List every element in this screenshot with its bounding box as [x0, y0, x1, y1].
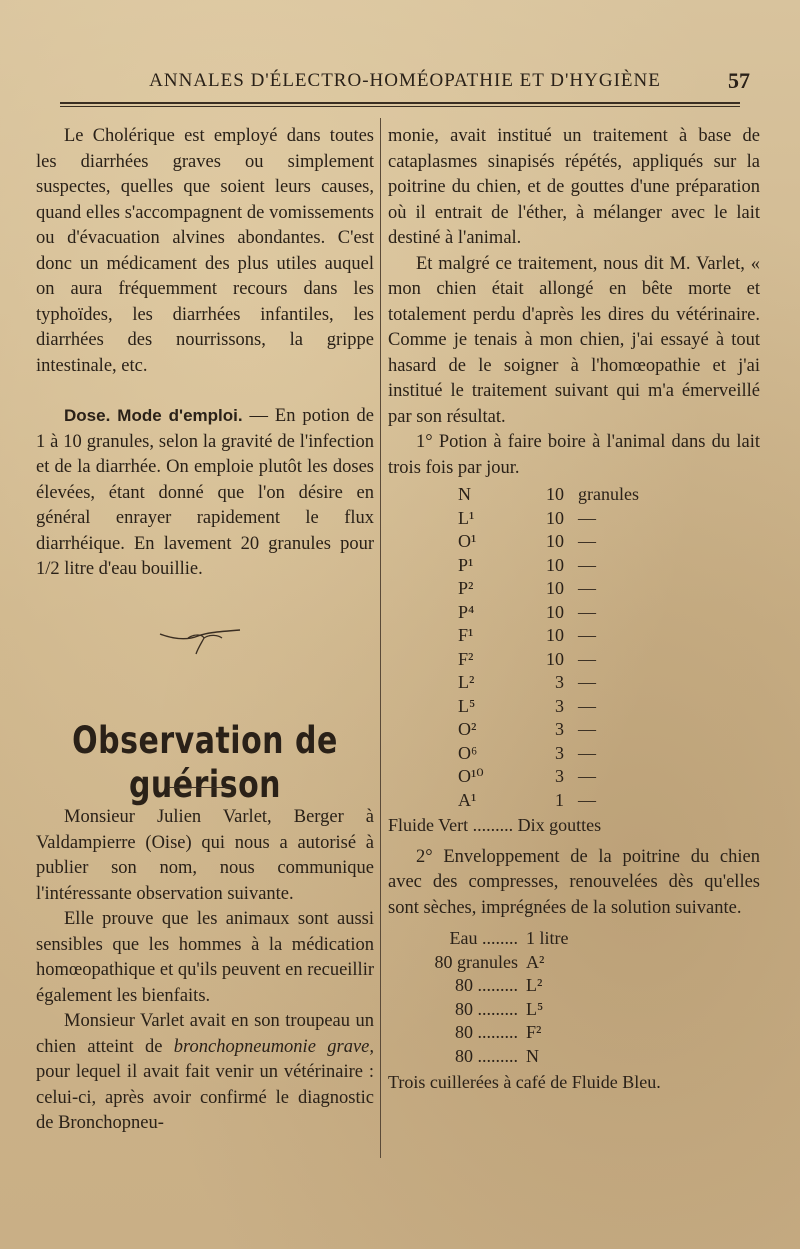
observation-paragraph-3 — [36, 1009, 374, 1137]
solution-ingredient: L² — [526, 975, 543, 995]
remedy-unit: — — [578, 672, 596, 692]
prescription-row — [388, 554, 760, 578]
solution-amount: Eau ........ — [449, 928, 518, 948]
prescription-row — [388, 765, 760, 789]
remedy-quantity: 3 — [555, 672, 564, 692]
remedy-quantity: 3 — [555, 719, 564, 739]
page-number: 57 — [728, 68, 750, 93]
prescription-row — [388, 648, 760, 672]
remedy-unit: — — [578, 648, 596, 669]
right-column — [388, 124, 760, 1096]
observation-text — [36, 805, 374, 1137]
remedy-name: A¹ — [458, 789, 477, 810]
dose-text: — En potion de 1 à 10 granules, selon la gravité de l'infection et de la diarrhée. On emploie plutôt les doses élevées, étant donné que l'on désire en général enrayer rapidement le flux diarrhéique. En lavement 20 granules pour 1/2 litre d'eau bouillie. — [36, 406, 374, 579]
prescription-row — [388, 483, 760, 507]
remedy-quantity: 10 — [546, 554, 564, 575]
remedy-unit: — — [578, 789, 596, 810]
remedy-name: F² — [458, 648, 474, 669]
paragraph-potion: 1° Potion à faire boire à l'animal dans du lait trois fois par jour. — [388, 432, 760, 478]
left-column — [36, 124, 374, 583]
remedy-quantity: 10 — [546, 578, 564, 598]
remedy-name: P¹ — [458, 554, 474, 575]
remedy-name: O¹ — [458, 531, 477, 551]
obs-text-italic: bronchopneumonie grave, — [173, 1036, 374, 1057]
paragraph-cholerique: Le Cholérique est employé dans toutes les diarrhées graves ou simplement suspectes, quelles que soient leurs causes, quand elles s'accompagnent de vomissements ou d'évacuation alvines abondantes. C'est donc un médicament des plus utiles auquel on aura fréquemment recours dans les typhoïdes, les diarrhées infantiles, les diarrhées des nourrissons, la grippe intestinale, etc. — [36, 126, 374, 376]
prescription-row — [388, 671, 760, 695]
remedy-unit: — — [578, 742, 596, 763]
remedy-quantity: 10 — [546, 484, 564, 504]
solution-ingredient: L⁵ — [526, 998, 544, 1019]
solution-row — [388, 1021, 760, 1045]
remedy-quantity: 3 — [555, 742, 564, 763]
paragraph-varlet: Et malgré ce traitement, nous dit M. Varlet, « mon chien était allongé en bête morte et totalement perdu d'après les dires du vétérinaire. Comme je tenais à mon chien, j'ai essayé à tout hasard de le soigner à l'homœopathie et j'ai institué le traitement suivant qui m'a émerveillé par son résultat. — [388, 253, 760, 427]
final-line: Trois cuillerées à café de Fluide Bleu. — [388, 1072, 661, 1092]
header-rule-thin — [60, 106, 740, 107]
solution-ingredient: F² — [526, 1022, 542, 1042]
fluid-vert-line: Fluide Vert ......... Dix gouttes — [388, 815, 602, 835]
ornament-flourish-icon — [158, 626, 242, 656]
dose-label: Dose. Mode d'emploi. — [64, 406, 243, 425]
remedy-quantity: 10 — [546, 648, 564, 669]
paragraph-dose — [36, 403, 374, 583]
remedy-name: L² — [458, 672, 475, 692]
remedy-name: F¹ — [458, 625, 474, 645]
remedy-unit: — — [578, 766, 596, 786]
solution-amount: 80 granules — [434, 951, 518, 972]
remedy-quantity: 1 — [555, 789, 564, 810]
remedy-quantity: 3 — [555, 695, 564, 716]
remedy-name: P² — [458, 578, 474, 598]
remedy-name: L⁵ — [458, 695, 476, 716]
remedy-unit: granules — [578, 484, 639, 504]
solution-ingredient: N — [526, 1045, 539, 1066]
running-title: ANNALES D'ÉLECTRO-HOMÉOPATHIE ET D'HYGIÈNE — [149, 70, 661, 91]
column-divider — [380, 118, 381, 1158]
prescription-row — [388, 577, 760, 601]
remedy-quantity: 3 — [555, 766, 564, 786]
solution-row — [388, 998, 760, 1022]
remedy-name: O¹⁰ — [458, 766, 484, 786]
header-rule — [60, 102, 740, 104]
prescription-row — [388, 695, 760, 719]
paragraph-enveloppement: 2° Enveloppement de la poitrine du chien avec des compresses, renouvelées dès qu'elles sont sèches, imprégnées de la solution suivante. — [388, 846, 760, 918]
remedy-name: O² — [458, 719, 477, 739]
solution-row — [388, 974, 760, 998]
observation-paragraph-1: Monsieur Julien Varlet, Berger à Valdampierre (Oise) qui nous a autorisé à publier son nom, nous communique l'intéressante observation suivante. — [36, 807, 374, 904]
solution-row — [388, 1045, 760, 1069]
obs-text-b: pour lequel il avait fait venir un vétérinaire : celui-ci, après avoir confirmé le diagnostic de Bronchopneu- — [36, 1062, 374, 1133]
page-header — [60, 66, 750, 100]
remedy-unit: — — [578, 719, 596, 739]
remedy-name: P⁴ — [458, 601, 475, 622]
solution-amount: 80 ......... — [455, 998, 518, 1019]
prescription-row — [388, 507, 760, 531]
solution-row — [388, 927, 760, 951]
solution-amount: 80 ......... — [455, 1045, 518, 1066]
prescription-row — [388, 742, 760, 766]
remedy-unit: — — [578, 625, 596, 645]
heading-rule — [168, 787, 230, 788]
remedy-quantity: 10 — [546, 601, 564, 622]
prescription-row — [388, 601, 760, 625]
solution-ingredient: 1 litre — [526, 928, 569, 948]
prescription-row — [388, 530, 760, 554]
remedy-unit: — — [578, 507, 596, 528]
remedy-quantity: 10 — [546, 625, 564, 645]
solution-row — [388, 951, 760, 975]
remedy-unit: — — [578, 578, 596, 598]
remedy-name: O⁶ — [458, 742, 478, 763]
remedy-quantity: 10 — [546, 531, 564, 551]
remedy-unit: — — [578, 531, 596, 551]
obs-text-a: Monsieur Varlet avait en son troupeau un chien atteint de — [36, 1011, 374, 1057]
remedy-name: L¹ — [458, 507, 475, 528]
paragraph-treatment: monie, avait institué un traitement à base de cataplasmes sinapisés répétés, appliqués sur la poitrine du chien, et de gouttes d'une préparation où il entrait de l'éther, à mélanger avec le lait destiné à l'animal. — [388, 126, 760, 248]
prescription-list — [388, 483, 760, 812]
remedy-name: N — [458, 484, 471, 504]
prescription-row — [388, 624, 760, 648]
prescription-row — [388, 789, 760, 813]
solution-amount: 80 ......... — [455, 975, 518, 995]
solution-ingredient: A² — [526, 951, 545, 972]
section-heading: Observation de guérison — [72, 719, 338, 807]
solution-list — [388, 927, 760, 1068]
solution-amount: 80 ......... — [455, 1022, 518, 1042]
observation-paragraph-2: Elle prouve que les animaux sont aussi sensibles que les hommes à la médication homœopathique et qu'ils peuvent en recueillir également les bienfaits. — [36, 909, 374, 1006]
remedy-unit: — — [578, 554, 596, 575]
remedy-unit: — — [578, 601, 596, 622]
remedy-unit: — — [578, 695, 596, 716]
prescription-row — [388, 718, 760, 742]
remedy-quantity: 10 — [546, 507, 564, 528]
